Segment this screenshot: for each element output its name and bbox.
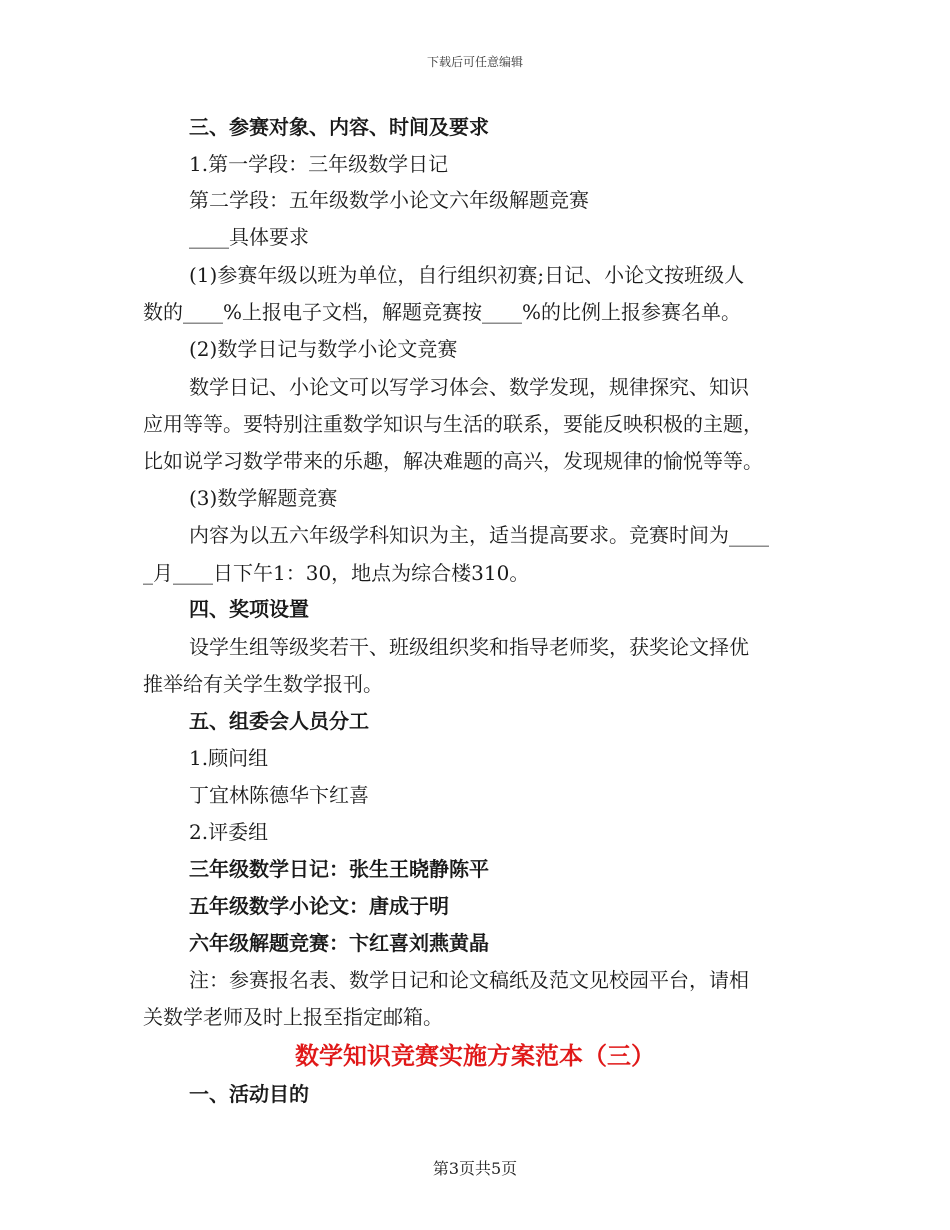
paragraph-line: (3)数学解题竞赛 — [189, 486, 338, 510]
paragraph-line: 比如说学习数学带来的乐趣，解决难题的高兴，发现规律的愉悦等等。 — [143, 449, 763, 473]
paragraph-line: 应用等等。要特别注重数学知识与生活的联系，要能反映积极的主题， — [143, 412, 763, 436]
paragraph-line: ____具体要求 — [189, 225, 309, 249]
paragraph-line: 注：参赛报名表、数学日记和论文稿纸及范文见校园平台，请相 — [189, 968, 749, 992]
paragraph-line: 设学生组等级奖若干、班级组织奖和指导老师奖，获奖论文择优 — [189, 635, 749, 659]
paragraph-line: (1)参赛年级以班为单位，自行组织初赛;日记、小论文按班级人 — [189, 263, 745, 287]
paragraph-line: 推举给有关学生数学报刊。 — [143, 672, 383, 696]
heading-section-4: 四、奖项设置 — [189, 597, 309, 621]
paragraph-line: _月____日下午1：30，地点为综合楼310。 — [143, 561, 530, 585]
paragraph-line: 数的____%上报电子文档，解题竞赛按____%的比例上报参赛名单。 — [143, 300, 742, 324]
judge-line: 六年级解题竞赛：卞红喜刘燕黄晶 — [189, 931, 489, 955]
paragraph-line: 数学日记、小论文可以写学习体会、数学发现，规律探究、知识 — [189, 375, 749, 399]
judge-line: 五年级数学小论文：唐成于明 — [189, 894, 449, 918]
paragraph-line: 1.第一学段：三年级数学日记 — [189, 152, 449, 176]
heading-section-5: 五、组委会人员分工 — [189, 709, 369, 733]
paragraph-line: 2.评委组 — [189, 820, 269, 844]
section-title: 数学知识竞赛实施方案范本（三） — [295, 1042, 655, 1070]
judge-line: 三年级数学日记：张生王晓静陈平 — [189, 857, 489, 881]
paragraph-line: 丁宜林陈德华卞红喜 — [189, 783, 369, 807]
heading-activity-purpose: 一、活动目的 — [189, 1082, 309, 1106]
heading-section-3: 三、参赛对象、内容、时间及要求 — [189, 115, 489, 139]
page-header-note: 下载后可任意编辑 — [426, 55, 523, 69]
paragraph-line: (2)数学日记与数学小论文竞赛 — [189, 337, 458, 361]
paragraph-line: 关数学老师及时上报至指定邮箱。 — [143, 1005, 443, 1029]
paragraph-line: 1.顾问组 — [189, 746, 269, 770]
page-footer: 第3页共5页 — [432, 1159, 518, 1178]
paragraph-line: 内容为以五六年级学科知识为主，适当提高要求。竞赛时间为____ — [189, 523, 769, 547]
paragraph-line: 第二学段：五年级数学小论文六年级解题竞赛 — [189, 188, 589, 212]
